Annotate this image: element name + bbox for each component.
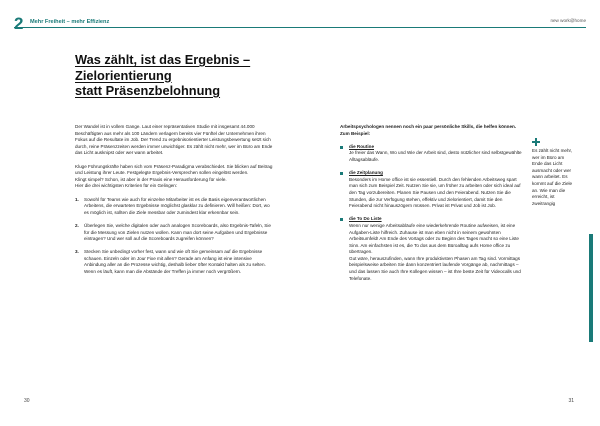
chapter-number: 2 xyxy=(14,14,24,33)
headline-line-3: statt Präsenzbelohnung xyxy=(75,83,221,98)
brand-label: new work@home xyxy=(550,18,586,23)
plus-icon xyxy=(532,138,540,146)
list-item xyxy=(75,249,273,275)
skill-body: Je freier das Wann, Wo und Wie der Arbeit sind, desto nützlicher sind selbstgewählte Alltagsabläufe. xyxy=(349,150,522,162)
list-text: Stecken Sie unbedingt vorher fest, wann und wie oft Sie gemeinsam auf die Ergebnisse schauen. Einzeln oder im Jour Fixe mit allen? Gerade am Anfang ist eine intensive Anbindung aller an die Prozesse wichtig, deshalb lieber öfter Kontakt halten als zu selten. Wenn es läuft, kann man die Abstände der Treffen ja immer noch vergrößern. xyxy=(84,249,266,275)
list-number: 1. xyxy=(75,196,79,202)
list-item xyxy=(75,223,273,243)
skill-body: Besonders im Home office ist sie essentiell. Durch den fehlenden Arbeitsweg spart man sich zum Beispiel Zeit. Nutzen Sie sie, um früher zu arbeiten oder sich ideal auf den Tag vorzubereiten. Planen Sie Pausen und den Feierabend. Nutzen Sie die Stunden, die zur Verfügung stehen, effektiv und zielorientiert, damit Sie den Feierabend nicht hinauszögern müssen. Privat ist Privat und Job ist Job. xyxy=(349,176,521,209)
skill-item xyxy=(340,216,526,282)
skill-heading: die Zeitplanung xyxy=(340,170,526,177)
headline-line-1: Was zählt, ist das Ergebnis – xyxy=(75,52,251,67)
header-rule xyxy=(14,27,586,28)
skill-heading: die To Do Liste xyxy=(340,216,526,223)
criteria-list xyxy=(75,197,273,276)
intro-paragraph: Der Wandel ist in vollem Gange. Laut einer repräsentativen Studie mit insgesamt 44.000 Beschäftigten aus mehr als 100 Ländern verlagern bereits vier Fünftel der Unternehmen ihren Fokus auf die Resultate im Job. Der Trend zu ergebnisorientierter Leistungsbewertung setzt sich durch, reine Präsenzzeiten werden immer unwichtiger. Es zählt nicht mehr, wer im Büro am Ende das Licht ausknipst oder wer wann arbeitet. xyxy=(75,124,273,156)
headline-line-2: Zielorientierung xyxy=(75,67,172,83)
right-column xyxy=(340,124,526,289)
skill-item xyxy=(340,170,526,210)
page-number-left: 30 xyxy=(24,398,30,404)
skill-item xyxy=(340,144,526,164)
list-item xyxy=(75,197,273,217)
page-headline xyxy=(75,52,295,99)
list-text: Sowohl für Teams wie auch für einzelne Mitarbeiter ist es die Basis eigenverantwortlichen Arbeitens, die erwarteten Ergebnisse möglichst glasklar zu definieren. Will heißen: Dort, wo es möglich ist, sollten die Ziele messbar oder zumindest klar erkennbar sein. xyxy=(84,196,270,215)
left-column xyxy=(75,124,273,282)
list-number: 2. xyxy=(75,222,79,228)
list-text: Überlegen Sie, welche digitalen oder auch analogen Scoreboards, also Ergebnis-Tafeln, Sie für die Messung von Zielen nutzen wollen. Kann man dort seine Aufgaben und Ergebnisse eintragen? Und wer soll auf die Scoreboards zugreifen können? xyxy=(84,222,271,242)
right-lead: Arbeitspsychologen nennen noch ein paar persönliche Skills, die helfen können. Zum Beispiel: xyxy=(340,124,517,136)
side-accent-bar xyxy=(589,234,593,342)
list-number: 3. xyxy=(75,249,79,255)
criteria-paragraph: Kluge Führungskräfte haben sich vom Präsenz-Paradigma verabschiedet. Sie blicken auf Beitrag und Leistung ihrer Leute. Festgelegte Ergebnis-Versprechen sollen eingelöst werden. Klingt simpel? Schon, ist aber in der Praxis eine Herausforderung für viele. Hier die drei wichtigsten Kriterien für ein Gelingen: xyxy=(75,163,273,189)
skill-heading: die Routine xyxy=(340,144,526,151)
page-number-right: 31 xyxy=(568,398,574,404)
side-note: Es zählt nicht mehr, wer im Büro am Ende das Licht ausmacht oder wer wann arbeitet. Es kommt auf die Ziele an. Wie man die erreicht, ist zweitrangig xyxy=(532,148,573,206)
skill-body: Wenn nur wenige Arbeitsabläufe eine wiederkehrende Routine aufweisen, ist eine Aufgaben-Liste hilfreich. Zuhause ist man eben nicht in seinem gewohnten Arbeitsumfeld! Am Ende des Vortags oder zu Beginn des Tages macht so eine Liste Sinn. Am einfachsten ist es, die To dos aus dem Büroalltag aufs Home office zu übertragen. Gut wäre, herauszufinden, wann Ihre produktivsten Phasen am Tag sind. Vormittags beispielsweise arbeiten Sie dann konzentriert laufende Vorgänge ab, nachmittags – und das lassen Sie auch Ihre Kollegen wissen – ist Ihre beste Zeit für Videocalls und Telefonate. xyxy=(349,222,521,281)
chapter-title: Mehr Freiheit – mehr Effizienz xyxy=(30,19,110,25)
